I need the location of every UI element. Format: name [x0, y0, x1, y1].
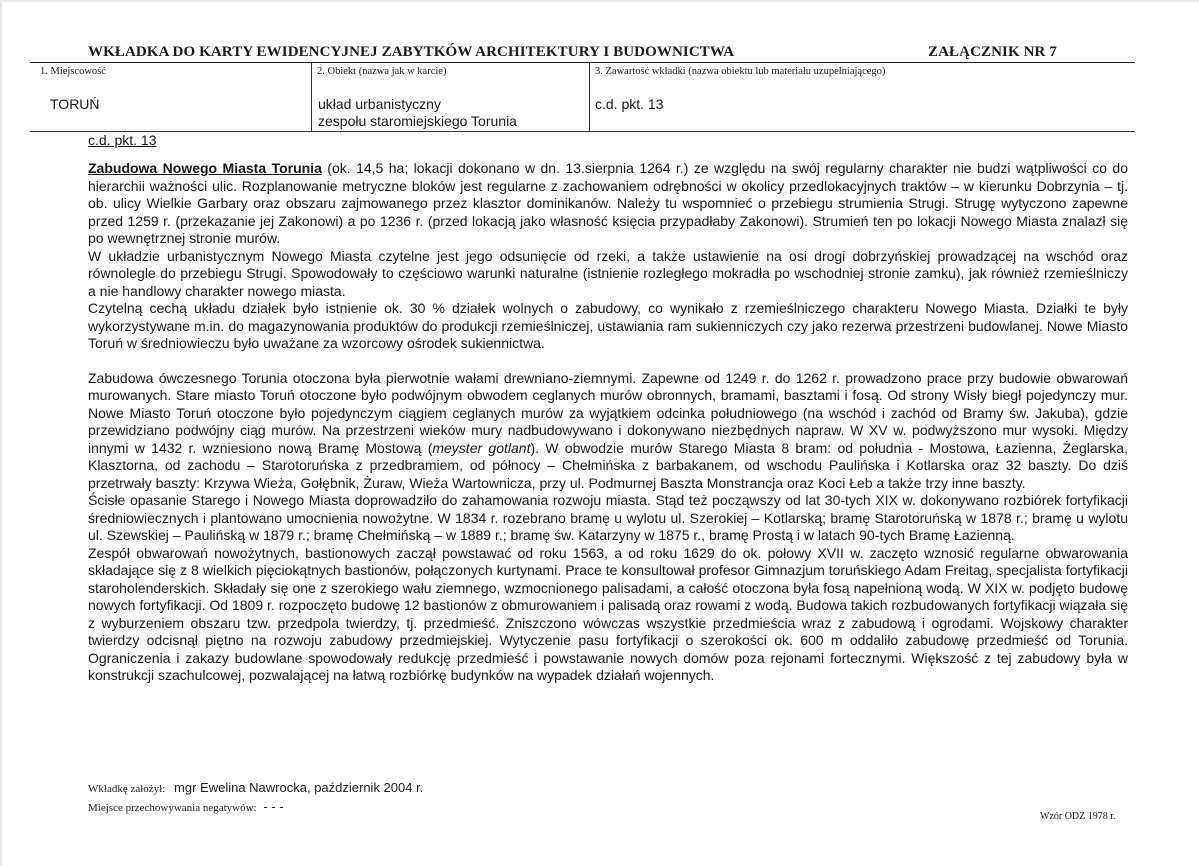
- author-line: [88, 780, 423, 795]
- fields-bottom-rule: [30, 131, 1135, 132]
- location-value: TORUŃ: [50, 96, 100, 112]
- paragraph-demolition: Ścisłe opasanie Starego i Nowego Miasta doprowadziło do zahamowania rozwoju miasta. Stąd też począwszy od lat 30-tych XIX w. dokonywano rozbiórek fortyfikacji średniowiecznych i plantowano umocnienia nowożytne. W 1834 r. rozebrano bramę u wylotu ul. Szerokiej – Kotlarską; bramę Starotoruńską w 1878 r.; bramę u wylotu ul. Szewskiej – Paulińską w 1879 r.; bramę Chełmińską – w 1889 r.; bramę św. Katarzyny w 1875 r., bramę Prostą i w latach 90-tych Bramę Łazienną.: [88, 492, 1128, 543]
- form-header: [88, 44, 1093, 61]
- form-template-code: Wzór ODZ 1978 r.: [1040, 811, 1116, 822]
- column-divider-1: [311, 62, 312, 132]
- contents-value: c.d. pkt. 13: [595, 96, 664, 112]
- storage-label: Miejsce przechowywania negatywów:: [88, 802, 257, 814]
- italic-name: meyster gotlant: [432, 439, 531, 456]
- contents-label: 3. Zawartość wkładki (nazwa obiektu lub materiału uzupełniającego): [595, 66, 886, 77]
- form-title: WKŁADKA DO KARTY EWIDENCYJNEJ ZABYTKÓW ARCHITEKTURY I BUDOWNICTWA: [88, 44, 735, 60]
- paragraph-fortifications: [88, 370, 1128, 493]
- header-rule: [30, 62, 1135, 63]
- paragraph-text: (ok. 14,5 ha; lokacji dokonano w dn. 13.sierpnia 1264 r.) ze względu na swój regularny charakter nie budzi wątpliwości co do hierarchii ważności ulic. Rozplanowanie metryczne bloków jest regularne z zachowaniem odrębności w okolicy przedlokacyjnych traktów – w kierunku Dobrzynia – tj. ob. ulicy Wielkie Garbary oraz obszaru zajmowanego przez klasztor dominikanów. Należy tu wspomnieć o przebiegu strumienia Strugi. Strugę wytyczono zapewne przed 1259 r. (przekazanie jej Zakonowi) a po 1236 r. (przed lokacją jako własność księcia przypadłaby Zakonowi). Strumień ten po lokacji Nowego Miasta znalazł się po wewnętrznej stronie murów.: [88, 160, 1128, 246]
- object-value: [318, 96, 517, 130]
- paragraph-bastions: Zespół obwarowań nowożytnych, bastionowych zaczął powstawać od roku 1563, a od roku 1629 do ok. połowy XVII w. zaczęto wznosić regularne obwarowania składające się z 8 wielkich pięciokątnych bastionów, połączonych kurtynami. Prace te konsultował profesor Gimnazjum toruńskiego Adam Freitag, specjalista fortyfikacji staroholenderskich. Składały się one z szerokiego wału ziemnego, wzmocnionego palisadami, a całość otoczona była fosą napełnioną wodą. W XIX w. podjęto budowę nowych fortyfikacji. Od 1809 r. rozpoczęto budowę 12 bastionów z obmurowaniem i palisadą oraz rowami z wodą. Budowa takich rozbudowanych fortyfikacji wiązała się z wyburzeniem obszaru tzw. przedpola twierdzy, tj. przedmieść. Zniszczono wówczas wszystkie przedmieścia wraz z zabudową i ogrodami. Wojskowy charakter twierdzy odcisnął piętno na rozwoju zabudowy przedmiejskiej. Wytyczenie pasu fortyfikacji o szerokości ok. 600 m oddaliło zabudowę przedmieść od Torunia. Ograniczenia i zakazy budowlane spowodowały redukcję przedmieść i powstawanie nowych domów poza rejonami fortecznymi. Większość z tej zabudowy była w konstrukcji szachulcowej, pozwalającej na łatwą rozbiórkę budynków na wypadek działań wojennych.: [88, 544, 1128, 683]
- author-label: Wkładkę założył:: [88, 783, 166, 795]
- paragraph-new-town: [88, 160, 1128, 248]
- object-label: 2. Obiekt (nazwa jak w karcie): [317, 66, 447, 77]
- storage-line: [88, 799, 284, 814]
- paragraph-text: Zabudowa ówczesnego Torunia otoczona była pierwotnie wałami drewniano-ziemnymi. Zapewne od 1249 r. do 1262 r. prowadzono prace przy budowie obwarowań murowanych. Stare miasto Toruń otoczone było podwójnym obwodem ceglanych murów obronnych, bramami, basztami i fosą. Od strony Wisły biegł pojedynczy mur. Nowe Miasto Toruń otoczone było pojedynczym ciągiem ceglanych murów za wyjątkiem odcinka południowego (na wschód i zachód od Bramy św. Jakuba), gdzie przewidziano podwójny ciąg murów. Na przestrzeni wieków mury nadbudowywano i dokonywano niezbędnych napraw. W XV w. podwyższono mur wysoki. Między innymi w 1432 r. wzniesiono nową Bramę Mostową (: [88, 369, 1128, 456]
- object-value-line1: układ urbanistyczny: [318, 96, 441, 112]
- object-value-line2: zespołu staromiejskiego Torunia: [318, 113, 517, 129]
- paragraph-plots: Czytelną cechą układu działek było istnienie ok. 30 % działek wolnych o zabudowy, co wynikało z rzemieślniczego charakteru Nowego Miasta. Działki te były wykorzystywane m.in. do magazynowania produktów do produkcji rzemieślniczej, ustawiania ram sukienniczych czy jako rezerwa przestrzeni budowlanej. Nowe Miasto Toruń w średniowieczu było uważane za wzorcowy ośrodek sukiennictwa.: [88, 300, 1128, 351]
- continuation-reference: c.d. pkt. 13: [88, 132, 157, 148]
- author-value: mgr Ewelina Nawrocka, październik 2004 r.: [174, 780, 424, 795]
- column-divider-2: [589, 62, 590, 132]
- location-label: 1. Miejscowość: [40, 66, 106, 77]
- document-body: [88, 160, 1128, 685]
- annex-number: ZAŁĄCZNIK NR 7: [928, 44, 1057, 60]
- paragraph-layout: W układzie urbanistycznym Nowego Miasta czytelne jest jego odsunięcie od rzeki, a także ustawienie na osi drogi dobrzyńskiej prowadzącej na wschód oraz równolegle do przebiegu Strugi. Spowodowały to częściowo warunki naturalne (istnienie rozległego mokradła po wschodniej stronie zamku), jak również rzemieślniczy a nie handlowy charakter nowego miasta.: [88, 247, 1128, 299]
- paragraph-text: ). W obwodzie murów Starego Miasta 8 bram: od południa - Mostowa, Łazienna, Żeglarska, Klasztorna, od zachodu – Starotoruńska z przedbramiem, od północy – Chełmińska z barbakanem, od wschodu Paulińska i Kotlarska oraz 32 baszty. Do dziś przetrwały baszty: Krzywa Wieża, Gołębnik, Żuraw, Wieża Wartownicza, przy ul. Podmurnej Baszta Monstrancja oraz Koci Łeb a także trzy inne baszty.: [88, 439, 1128, 491]
- storage-value: - - -: [263, 799, 284, 814]
- section-heading: Zabudowa Nowego Miasta Torunia: [88, 160, 322, 176]
